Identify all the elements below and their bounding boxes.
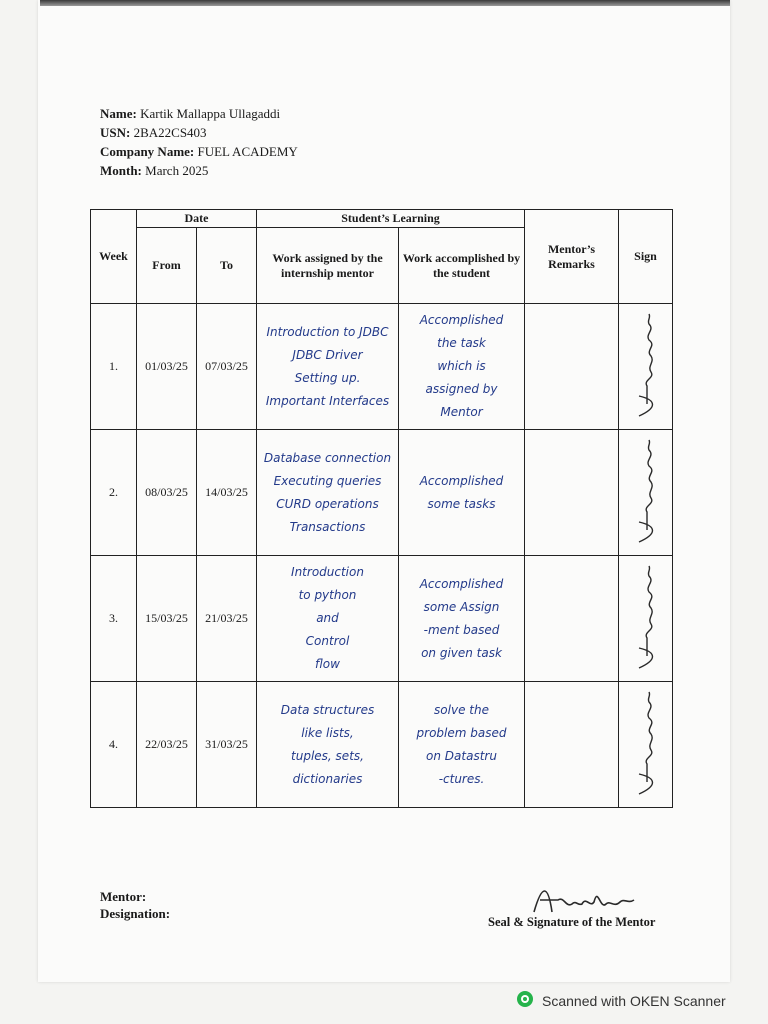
- weekly-log-table: [90, 209, 673, 808]
- sign-cell: [619, 556, 673, 682]
- company-name: FUEL ACADEMY: [197, 144, 298, 159]
- mentor-details: [100, 888, 170, 922]
- work-accomplished: [399, 430, 525, 556]
- student-usn: 2BA22CS403: [133, 125, 207, 140]
- assigned-line: Control: [305, 634, 350, 648]
- header-week: Week: [91, 210, 137, 304]
- date-from: 15/03/25: [137, 556, 197, 682]
- week-number: 3.: [91, 556, 137, 682]
- week-number: 1.: [91, 304, 137, 430]
- work-assigned: [257, 304, 399, 430]
- work-accomplished: [399, 556, 525, 682]
- assigned-line: Executing queries: [273, 473, 382, 488]
- assigned-line: Introduction: [291, 565, 364, 579]
- header-from: From: [137, 228, 197, 304]
- accomplished-line: some tasks: [427, 496, 496, 511]
- accomplished-line: problem based: [416, 725, 507, 740]
- assigned-line: CURD operations: [276, 496, 379, 511]
- student-name: Kartik Mallappa Ullagaddi: [140, 106, 281, 121]
- accomplished-line: -ctures.: [438, 771, 485, 786]
- accomplished-line: which is: [437, 359, 486, 373]
- sign-cell: [619, 682, 673, 808]
- work-assigned: [257, 556, 399, 682]
- designation-label: Designation:: [100, 906, 171, 921]
- accomplished-line: some Assign: [423, 599, 500, 614]
- table-row: [91, 556, 673, 682]
- name-row: Name: Kartik Mallappa Ullagaddi: [100, 106, 281, 121]
- mentor-remarks: [525, 430, 619, 556]
- mentor-remarks: [525, 556, 619, 682]
- accomplished-line: -ment based: [423, 622, 500, 637]
- assigned-line: like lists,: [301, 725, 354, 740]
- table-row: [91, 430, 673, 556]
- month-row: Month: March 2025: [100, 163, 209, 178]
- accomplished-line: Mentor: [440, 405, 483, 419]
- date-from: 01/03/25: [137, 304, 197, 430]
- week-number: 2.: [91, 430, 137, 556]
- scanner-logo-icon: [516, 990, 534, 1011]
- assigned-line: flow: [315, 657, 340, 671]
- header-mentor-remarks: Mentor’s Remarks: [525, 210, 619, 304]
- header-work-accomplished: Work accomplished by the student: [399, 228, 525, 304]
- assigned-line: to python: [298, 588, 357, 602]
- table-row: [91, 304, 673, 430]
- header-learning: Student’s Learning: [257, 210, 525, 228]
- assigned-line: Transactions: [289, 519, 366, 534]
- accomplished-line: assigned by: [425, 382, 498, 396]
- mentor-label: Mentor:: [100, 889, 147, 904]
- date-to: 14/03/25: [197, 430, 257, 556]
- date-to: 21/03/25: [197, 556, 257, 682]
- header-date: Date: [137, 210, 257, 228]
- week-number: 4.: [91, 682, 137, 808]
- usn-row: USN: 2BA22CS403: [100, 125, 207, 140]
- assigned-line: Introduction to JDBC: [266, 324, 389, 339]
- scanner-text: Scanned with OKEN Scanner: [542, 992, 726, 1009]
- sign-cell: [619, 430, 673, 556]
- assigned-line: Important Interfaces: [265, 393, 390, 408]
- accomplished-line: solve the: [434, 702, 489, 717]
- accomplished-line: Accomplished: [419, 473, 504, 488]
- table-row: [91, 682, 673, 808]
- scanner-watermark: [516, 990, 726, 1011]
- work-assigned: [257, 430, 399, 556]
- assigned-line: tuples, sets,: [291, 748, 364, 763]
- company-row: Company Name: FUEL ACADEMY: [100, 144, 298, 159]
- accomplished-line: on Datastru: [426, 748, 497, 763]
- seal-signature-label: Seal & Signature of the Mentor: [488, 915, 656, 929]
- student-info: [100, 104, 298, 180]
- accomplished-line: on given task: [421, 645, 502, 660]
- assigned-line: JDBC Driver: [292, 347, 363, 362]
- mentor-remarks: [525, 682, 619, 808]
- accomplished-line: the task: [437, 336, 486, 350]
- header-to: To: [197, 228, 257, 304]
- assigned-line: Setting up.: [294, 370, 361, 385]
- scan-edge: [40, 0, 730, 6]
- assigned-line: dictionaries: [292, 771, 363, 786]
- accomplished-line: Accomplished: [419, 576, 504, 591]
- date-from: 22/03/25: [137, 682, 197, 808]
- assigned-line: and: [316, 611, 339, 625]
- date-to: 07/03/25: [197, 304, 257, 430]
- date-to: 31/03/25: [197, 682, 257, 808]
- sign-cell: [619, 304, 673, 430]
- work-accomplished: [399, 682, 525, 808]
- assigned-line: Database connection: [263, 450, 392, 465]
- header-sign: Sign: [619, 210, 673, 304]
- accomplished-line: Accomplished: [419, 313, 504, 327]
- assigned-line: Data structures: [280, 702, 375, 717]
- mentor-remarks: [525, 304, 619, 430]
- date-from: 08/03/25: [137, 430, 197, 556]
- report-month: March 2025: [145, 163, 209, 178]
- header-work-assigned: Work assigned by the internship mentor: [257, 228, 399, 304]
- work-accomplished: [399, 304, 525, 430]
- work-assigned: [257, 682, 399, 808]
